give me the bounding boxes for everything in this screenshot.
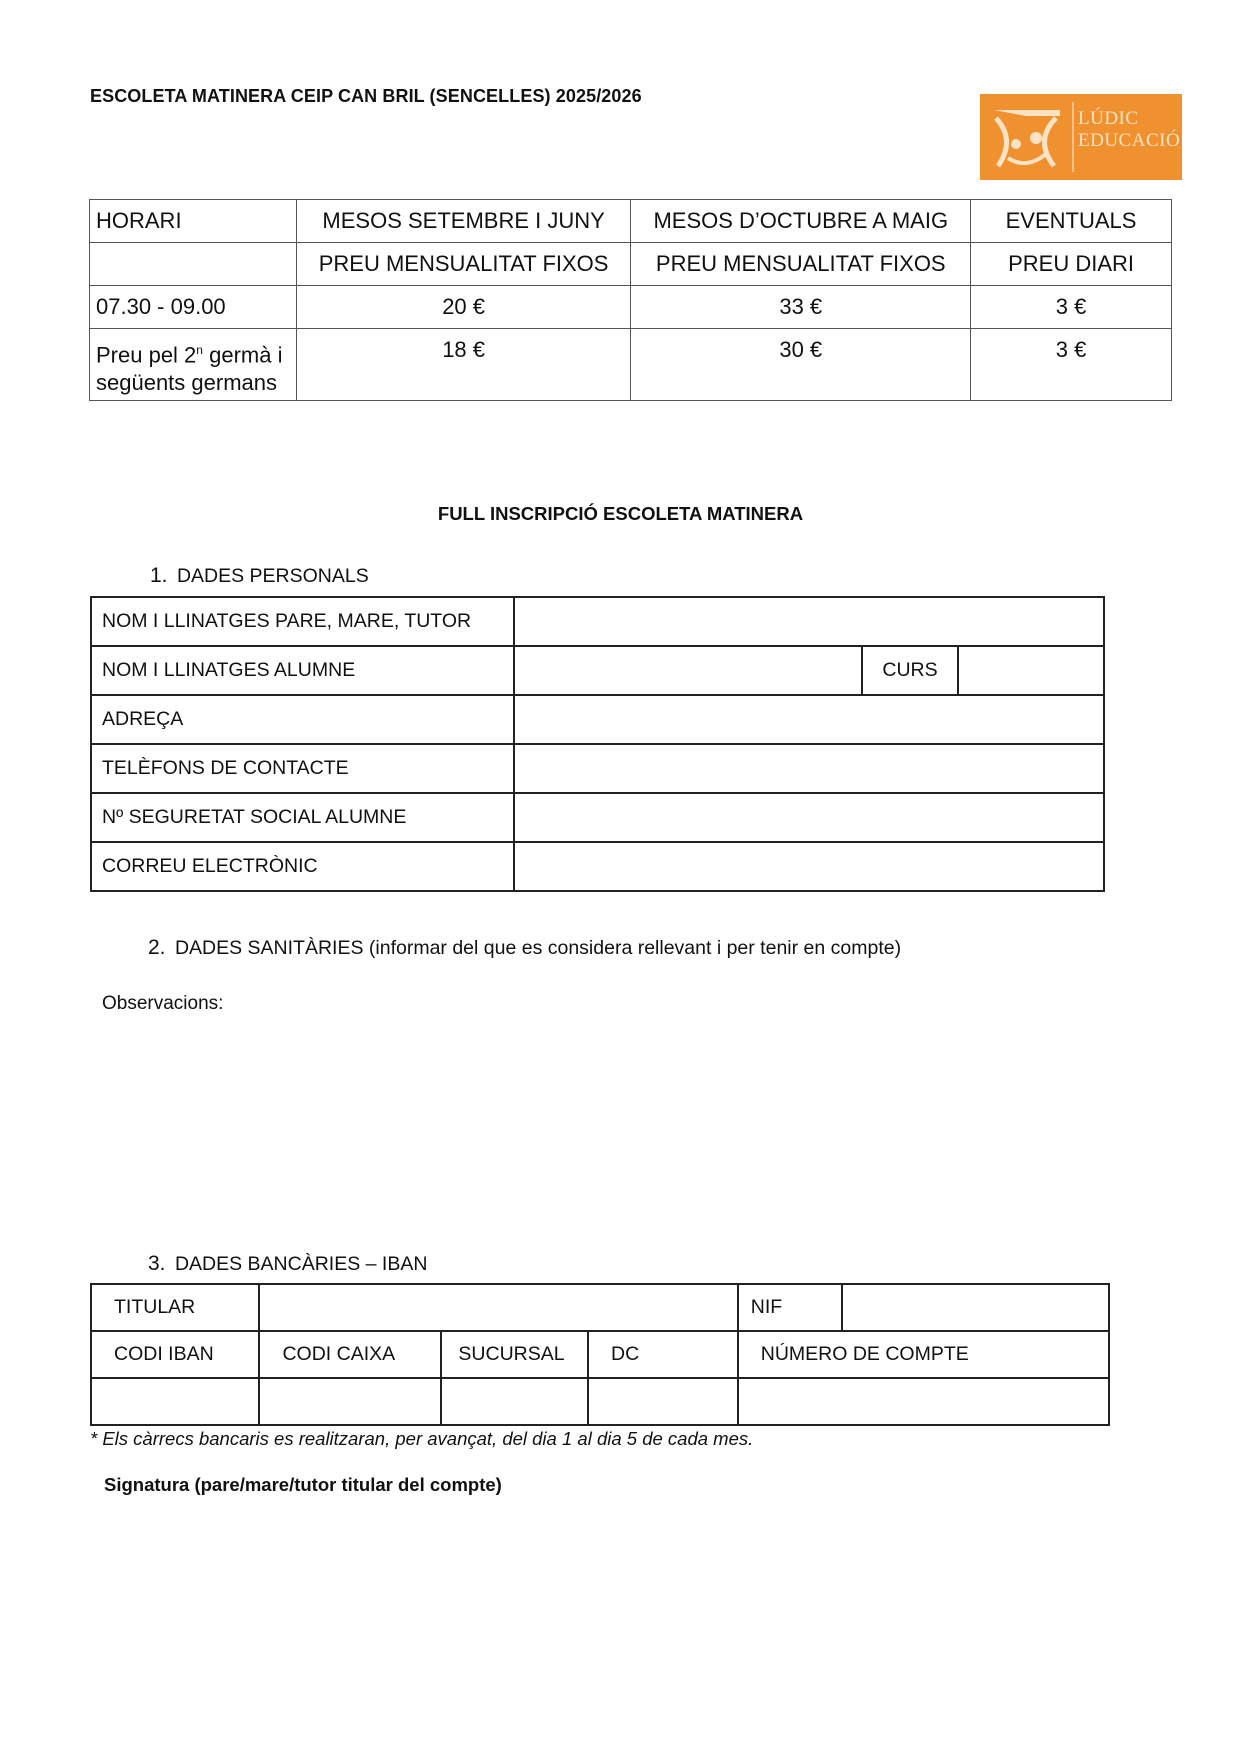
logo-divider [1072,102,1074,172]
header-setembre-juny: MESOS SETEMBRE I JUNY [296,200,631,243]
price-setembre-juny: 20 € [296,286,631,329]
label-student: NOM I LLINATGES ALUMNE [91,646,514,695]
signature-label: Signatura (pare/mare/tutor titular del compte) [104,1474,502,1495]
header-eventuals: EVENTUALS [971,200,1172,243]
schedule-time: 07.30 - 09.00 [90,286,297,329]
input-course[interactable] [958,646,1104,695]
input-student[interactable] [514,646,862,695]
section-3-title: DADES BANCÀRIES – IBAN [174,1253,428,1275]
section-1-number: 1. [150,564,168,587]
subheader-monthly-2: PREU MENSUALITAT FIXOS [631,243,971,286]
header-horari: HORARI [90,200,297,243]
input-dc[interactable] [588,1378,738,1425]
label-nif: NIF [738,1284,842,1331]
row-phones [91,744,1104,793]
row-social-security [91,793,1104,842]
row-address [91,695,1104,744]
siblings-label-post: germà i següents germans [96,342,283,396]
observations-label: Observacions: [102,993,224,1014]
siblings-price-octubre-maig: 30 € [631,329,971,401]
section-2-number: 2. [148,936,166,959]
label-codi-iban: CODI IBAN [91,1331,259,1378]
subheader-daily: PREU DIARI [971,243,1172,286]
price-eventual: 3 € [971,286,1172,329]
section-2-subtitle: (informar del que es considera rellevant i per tenir en compte) [368,937,902,959]
input-social-security[interactable] [514,793,1104,842]
input-codi-iban[interactable] [91,1378,259,1425]
input-nif[interactable] [842,1284,1109,1331]
label-dc: DC [588,1331,738,1378]
logo-line-2: EDUCACIÓ [1078,130,1181,151]
section-3-number: 3. [148,1252,166,1275]
form-title: FULL INSCRIPCIÓ ESCOLETA MATINERA [437,503,804,524]
label-email: CORREU ELECTRÒNIC [91,842,514,891]
price-header-row [90,200,1172,243]
bank-charges-note: * Els càrrecs bancaris es realitzaran, per avançat, del dia 1 al dia 5 de cada mes. [90,1428,754,1449]
bank-data-table [90,1283,1110,1426]
section-1-heading [150,564,369,588]
ludic-educacio-logo [980,94,1182,180]
price-table [89,199,1172,401]
row-student [91,646,1104,695]
section-1-title: DADES PERSONALS [176,565,369,587]
siblings-label-sup: n [196,343,203,357]
logo-text [1078,108,1181,152]
input-codi-caixa[interactable] [259,1378,441,1425]
row-parent [91,597,1104,646]
input-sucursal[interactable] [441,1378,588,1425]
label-sucursal: SUCURSAL [441,1331,588,1378]
label-codi-caixa: CODI CAIXA [259,1331,441,1378]
input-address[interactable] [514,695,1104,744]
document-title: ESCOLETA MATINERA CEIP CAN BRIL (SENCELLES) 2025/2026 [90,86,642,106]
row-holder [91,1284,1109,1331]
subheader-monthly-1: PREU MENSUALITAT FIXOS [296,243,631,286]
input-phones[interactable] [514,744,1104,793]
siblings-label-pre: Preu pel 2 [96,342,197,368]
price-subheader-row [90,243,1172,286]
section-3-heading [148,1252,427,1276]
price-row-siblings [90,329,1172,401]
row-bank-inputs [91,1378,1109,1425]
input-email[interactable] [514,842,1104,891]
label-address: ADREÇA [91,695,514,744]
price-row-schedule [90,286,1172,329]
siblings-label [90,329,297,401]
label-numero-compte: NÚMERO DE COMPTE [738,1331,1109,1378]
row-email [91,842,1104,891]
label-holder: TITULAR [91,1284,259,1331]
logo-mark-icon [986,100,1068,174]
label-phones: TELÈFONS DE CONTACTE [91,744,514,793]
siblings-price-eventual: 3 € [971,329,1172,401]
siblings-price-setembre-juny: 18 € [296,329,631,401]
label-parent: NOM I LLINATGES PARE, MARE, TUTOR [91,597,514,646]
section-2-heading [148,936,901,960]
input-numero-compte[interactable] [738,1378,1109,1425]
input-holder[interactable] [259,1284,737,1331]
row-bank-columns [91,1331,1109,1378]
logo-line-1: LÚDIC [1078,108,1139,129]
header-octubre-maig: MESOS D’OCTUBRE A MAIG [631,200,971,243]
label-course: CURS [862,646,958,695]
subheader-empty [90,243,297,286]
personal-data-table [90,596,1105,892]
input-parent[interactable] [514,597,1104,646]
label-social-security: Nº SEGURETAT SOCIAL ALUMNE [91,793,514,842]
price-octubre-maig: 33 € [631,286,971,329]
section-2-title: DADES SANITÀRIES [174,937,364,959]
